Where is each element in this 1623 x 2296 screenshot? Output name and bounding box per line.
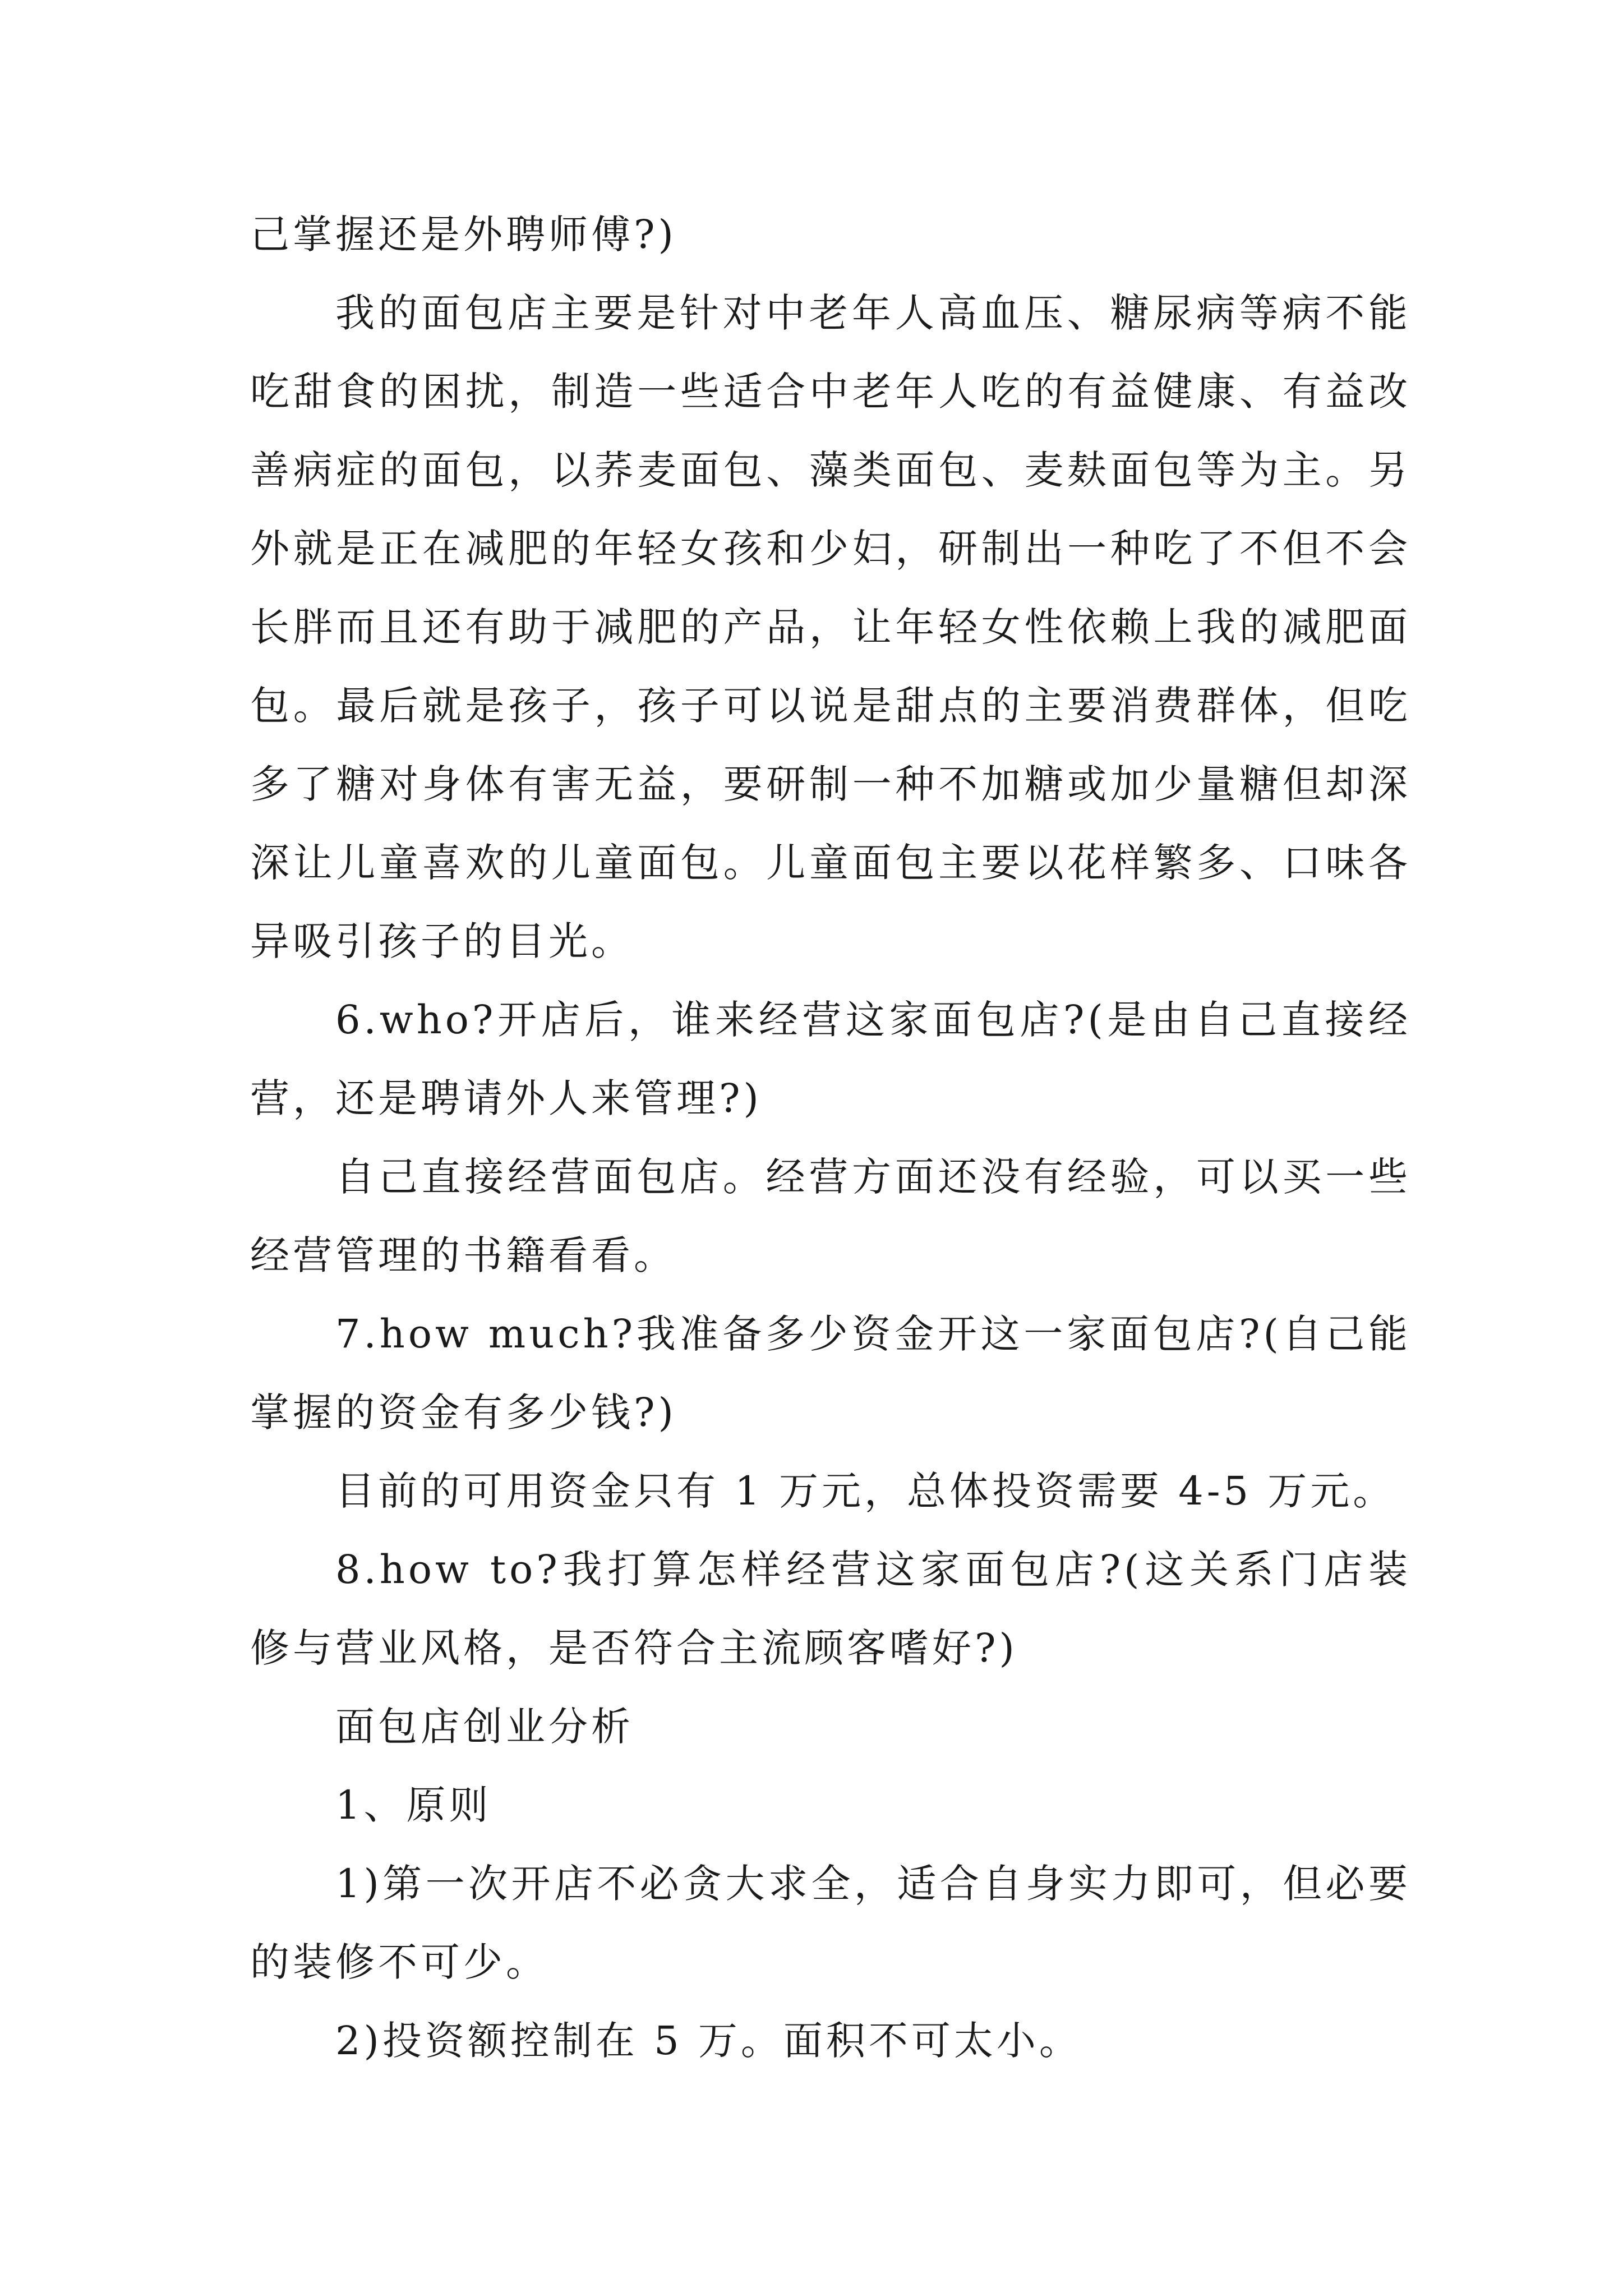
subsection-heading: 1、原则 <box>335 1782 492 1828</box>
section-heading: 面包店创业分析 <box>335 1704 634 1750</box>
paragraph-continuation: 己掌握还是外聘师傅?) <box>250 211 677 257</box>
paragraph-how-to: 8.how to?我打算怎样经营这家面包店?(这关系门店装修与营业风格，是否符合主流顾客嗜好?) <box>250 1547 1411 1671</box>
principle-item-1: 1)第一次开店不必贪大求全，适合自身实力即可，但必要的装修不可少。 <box>250 1861 1411 1985</box>
principle-item-2: 2)投资额控制在 5 万。面积不可太小。 <box>335 2018 1082 2064</box>
paragraph-target-customers: 我的面包店主要是针对中老年人高血压、糖尿病等病不能吃甜食的困扰，制造一些适合中老年人吃的有益健康、有益改善病症的面包，以荞麦面包、藻类面包、麦麸面包等为主。另外就是正在减肥的年轻女孩和少妇，研制出一种吃了不但不会长胖而且还有助于减肥的产品，让年轻女性依赖上我的减肥面包。最后就是孩子，孩子可以说是甜点的主要消费群体，但吃多了糖对身体有害无益，要研制一种不加糖或加少量糖但却深深让儿童喜欢的儿童面包。儿童面包主要以花样繁多、口味各异吸引孩子的目光。 <box>250 290 1411 964</box>
paragraph-how-much: 7.how much?我准备多少资金开这一家面包店?(自己能掌握的资金有多少钱?) <box>250 1311 1411 1435</box>
paragraph-who-answer: 自己直接经营面包店。经营方面还没有经验，可以买一些经营管理的书籍看看。 <box>250 1154 1411 1278</box>
paragraph-how-much-answer: 目前的可用资金只有 1 万元，总体投资需要 4-5 万元。 <box>335 1468 1396 1514</box>
document-body <box>250 195 1411 2080</box>
paragraph-who: 6.who?开店后，谁来经营这家面包店?(是由自己直接经营，还是聘请外人来管理?) <box>250 997 1411 1121</box>
